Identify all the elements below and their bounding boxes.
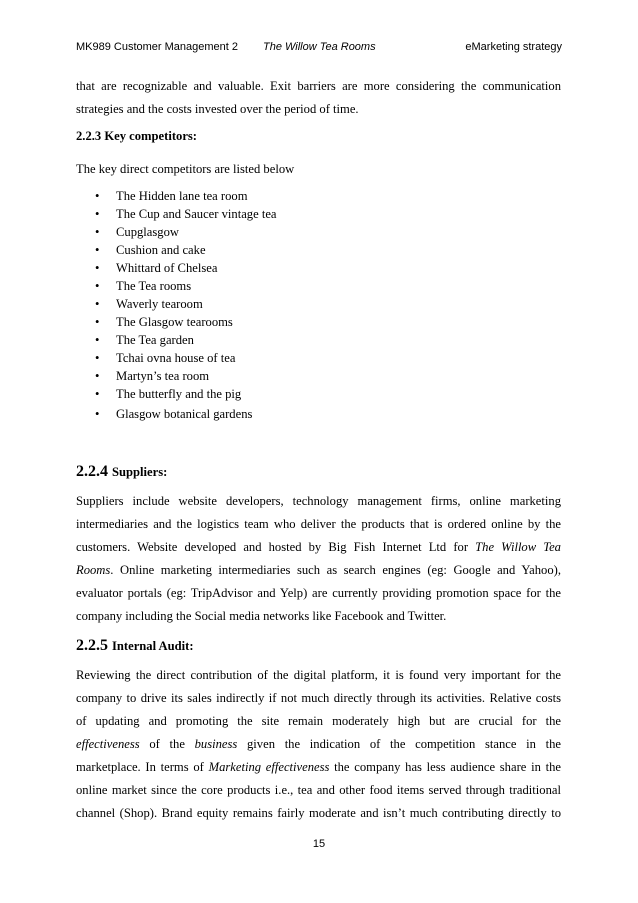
key-competitors-heading: 2.2.3 Key competitors:	[76, 129, 198, 143]
list-item: • The Glasgow tearooms	[95, 315, 233, 329]
bullet-icon: •	[95, 225, 100, 239]
bullet-icon: •	[95, 387, 100, 401]
list-item: • The Tea garden	[95, 333, 194, 347]
page-number: 15	[312, 838, 326, 850]
bullet-icon: •	[95, 207, 100, 221]
list-item: • The Hidden lane tea room	[95, 189, 248, 203]
list-item: • The butterfly and the pig	[95, 387, 242, 401]
list-item: • Cushion and cake	[95, 243, 206, 257]
bullet-icon: •	[95, 261, 100, 275]
intro-line-2: strategies and the costs invested over the period of time.	[76, 102, 359, 116]
list-item: • Whittard of Chelsea	[95, 261, 218, 275]
section-label: Suppliers:	[112, 465, 168, 479]
list-item: • The Tea rooms	[95, 279, 192, 293]
key-competitors-intro: The key direct competitors are listed below	[76, 162, 295, 176]
list-item: • Tchai ovna house of tea	[95, 351, 236, 365]
intro-line-1: that are recognizable and valuable. Exit barriers are more considering the communication	[76, 79, 561, 93]
bullet-icon: •	[95, 279, 100, 293]
suppliers-paragraph: Suppliers include website developers, technology management firms, online marketing intermediaries and the logistics team who deliver the products that is ordered online by the customers. Website developed and hosted by Big Fish Internet Ltd for The Willow Tea Rooms. Online marketing intermediaries such as search engines (eg: Google and Yahoo), evaluator portals (eg: TripAdvisor and Yelp) are currently providing promotion space for the company including the Social media networks like Facebook and Twitter.	[76, 494, 561, 623]
bullet-icon: •	[95, 407, 100, 421]
internal-audit-heading	[76, 637, 194, 655]
bullet-icon: •	[95, 369, 100, 383]
list-item: • Martyn’s tea room	[95, 369, 210, 383]
header-course: MK989 Customer Management 2	[76, 41, 239, 53]
list-item: • Glasgow botanical gardens	[76, 403, 277, 425]
bullet-icon: •	[95, 333, 100, 347]
internal-audit-paragraph: Reviewing the direct contribution of the digital platform, it is found very important for the company to drive its sales indirectly if not much directly through its activities. Relative costs of updating and promoting the site remain moderately high but are crucial for the effectiveness of the business given the indication of the competition stance in the marketplace. In terms of Marketing effectiveness the company has less audience share in the online market since the core products i.e., tea and other food items served through traditional channel (Shop). Brand equity remains fairly moderate and isn’t much contributing directly to	[76, 668, 562, 820]
bullet-icon: •	[95, 189, 100, 203]
section-number: 2.2.5	[76, 637, 108, 654]
section-number: 2.2.4	[76, 463, 108, 480]
header-title: The Willow Tea Rooms	[263, 41, 376, 53]
bullet-icon: •	[95, 351, 100, 365]
bullet-icon: •	[95, 297, 100, 311]
list-item: • Cupglasgow	[95, 225, 179, 239]
header-section: eMarketing strategy	[465, 41, 562, 53]
suppliers-heading	[76, 463, 167, 481]
section-label: Internal Audit:	[112, 639, 194, 653]
competitor-list	[76, 187, 277, 425]
intro-paragraph	[76, 75, 561, 121]
list-item: • Waverly tearoom	[95, 297, 203, 311]
bullet-icon: •	[95, 243, 100, 257]
list-item: • The Cup and Saucer vintage tea	[95, 207, 277, 221]
bullet-icon: •	[95, 315, 100, 329]
